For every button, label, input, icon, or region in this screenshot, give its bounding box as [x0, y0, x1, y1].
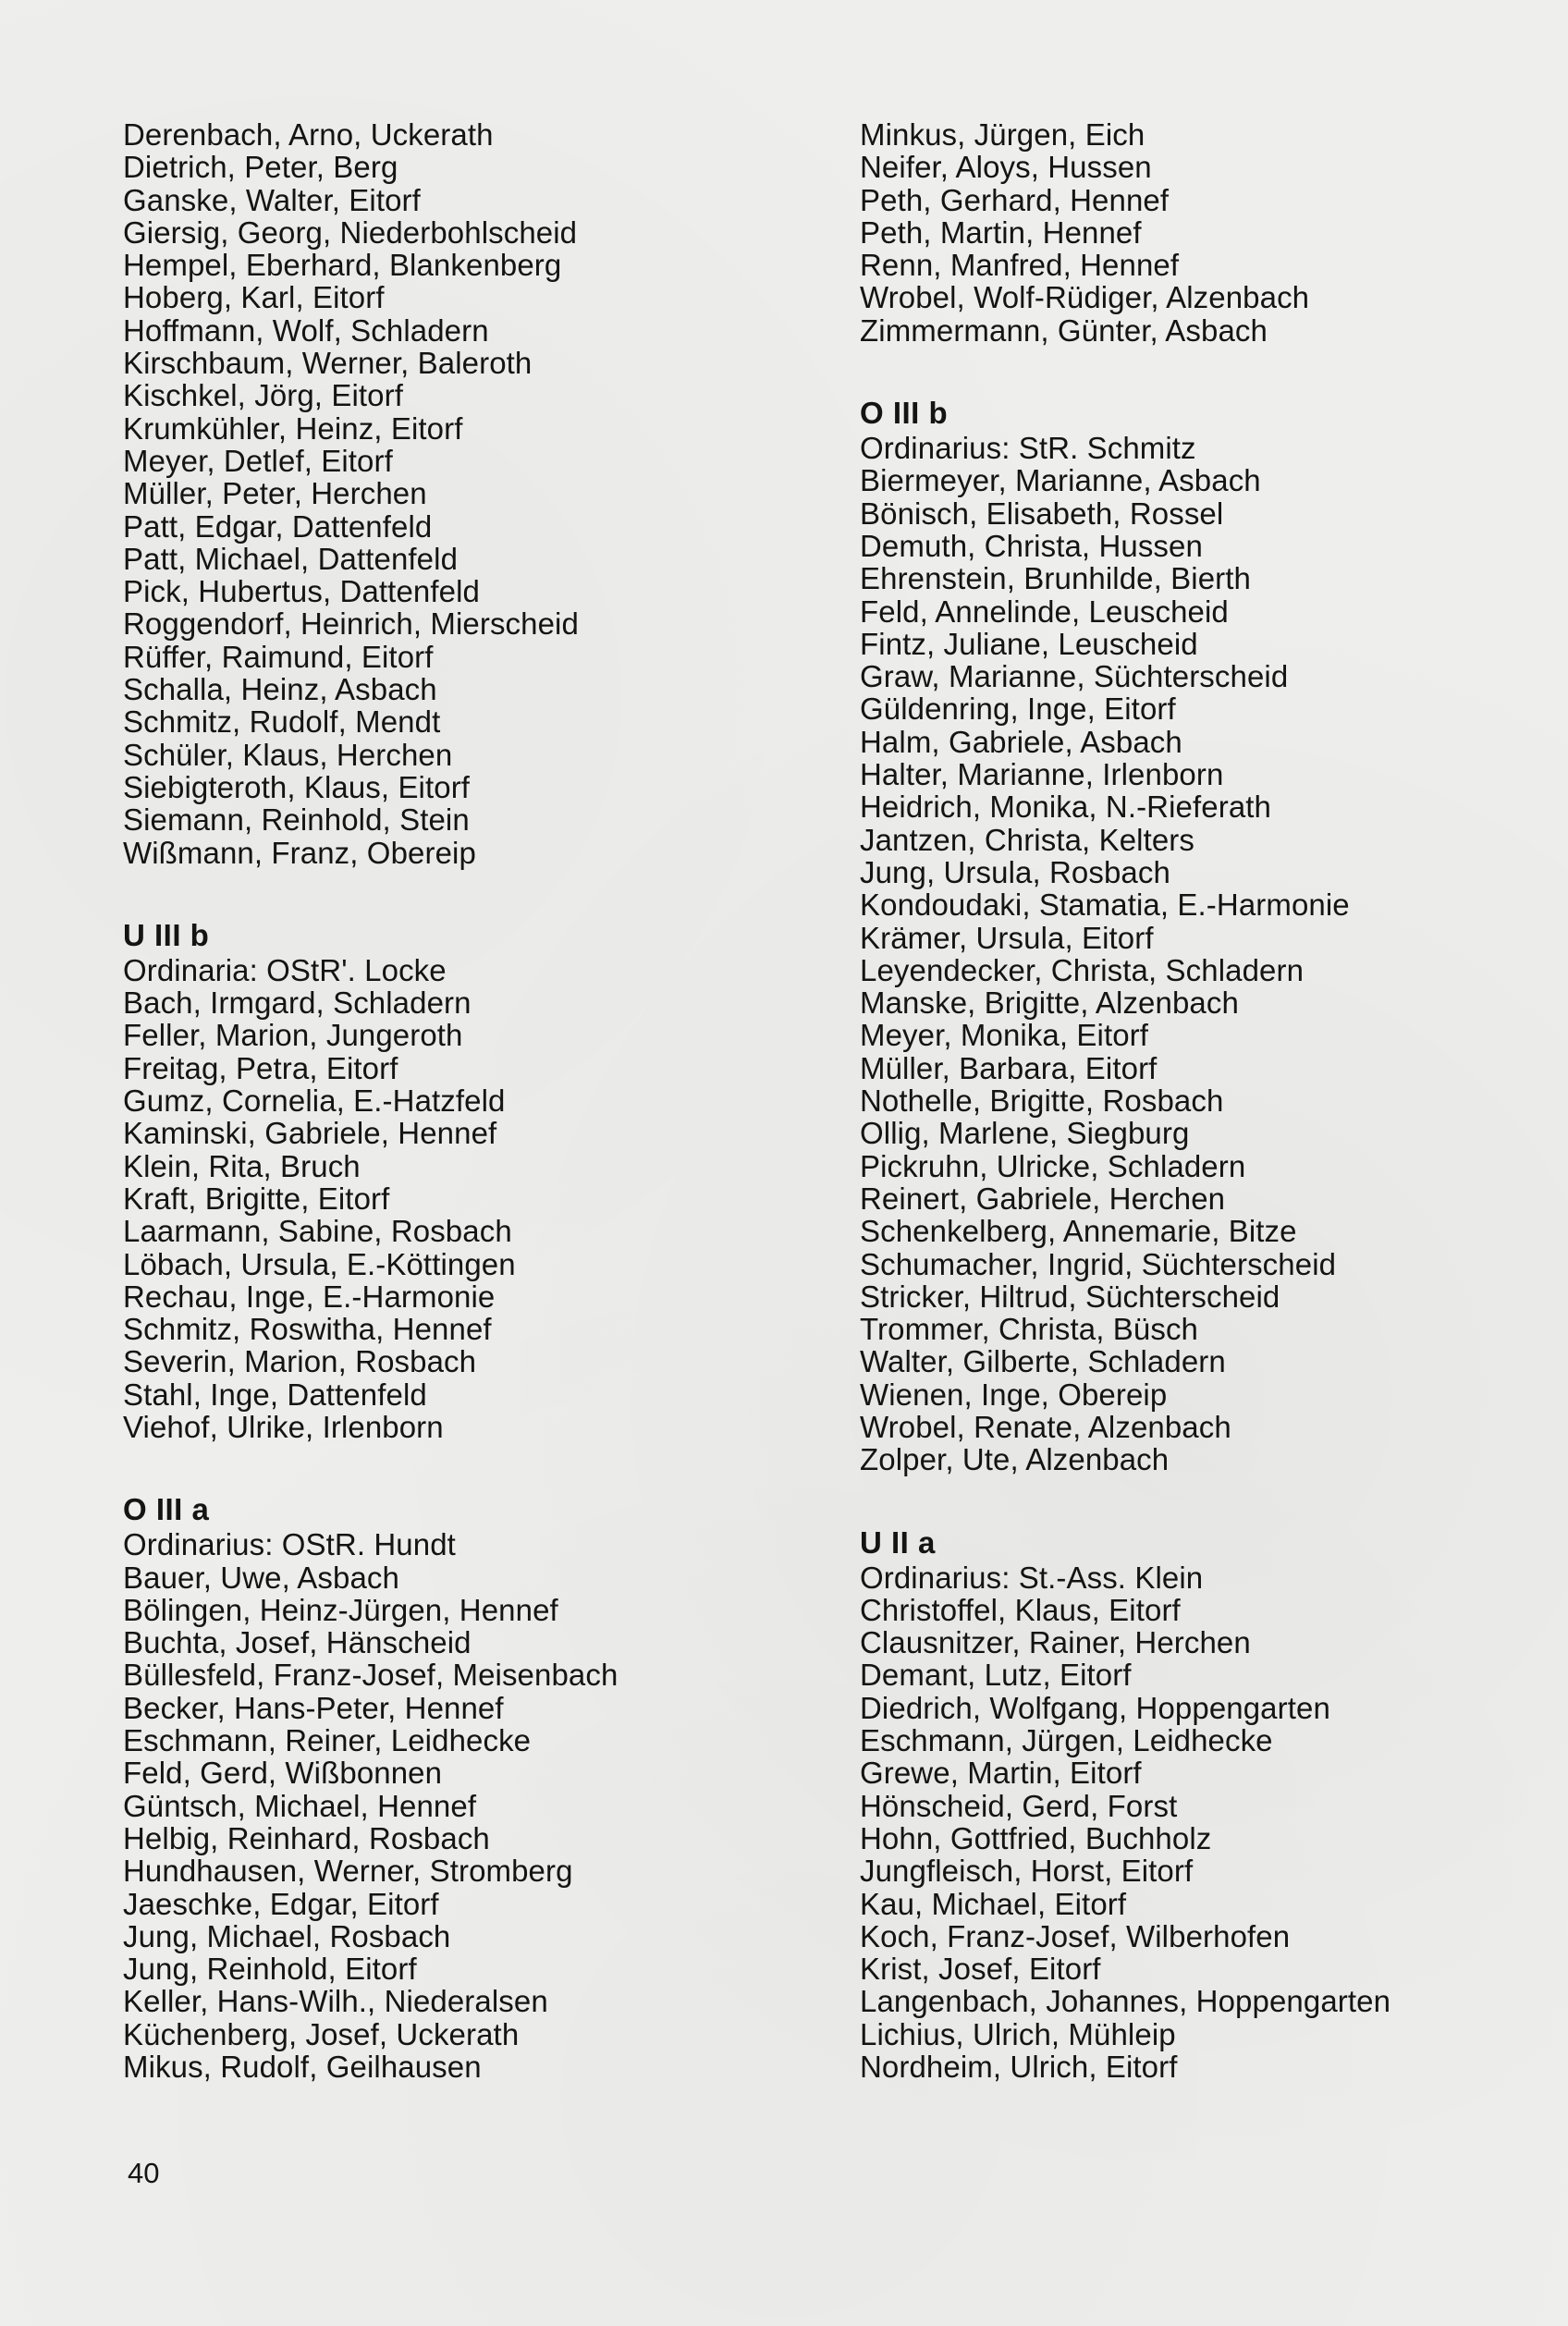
class-heading: O III b: [860, 396, 949, 431]
continued-class-list: [860, 118, 1562, 347]
student-entry: Lichius, Ulrich, Mühleip: [860, 2016, 1176, 2051]
class-sections: [123, 917, 826, 2084]
student-entry: Koch, Franz-Josef, Wilberhofen: [860, 1918, 1291, 1953]
student-entry: Roggendorf, Heinrich, Mierscheid: [123, 606, 579, 642]
student-entry: Eschmann, Reiner, Leidhecke: [123, 1723, 532, 1758]
student-entry: Clausnitzer, Rainer, Herchen: [860, 1625, 1251, 1660]
student-entry: Derenbach, Arno, Uckerath: [123, 117, 494, 152]
student-entry: Bölingen, Heinz-Jürgen, Hennef: [123, 1592, 558, 1627]
student-entry: Pick, Hubertus, Dattenfeld: [123, 574, 480, 609]
right-column: [860, 118, 1562, 2083]
student-entry: Hönscheid, Gerd, Forst: [860, 1788, 1178, 1823]
student-entry: Severin, Marion, Rosbach: [123, 1344, 477, 1379]
student-entry: Krämer, Ursula, Eitorf: [860, 920, 1154, 955]
student-entry: Feld, Annelinde, Leuscheid: [860, 594, 1229, 629]
student-entry: Kondoudaki, Stamatia, E.-Harmonie: [860, 888, 1350, 923]
student-entry: Jung, Reinhold, Eitorf: [123, 1952, 417, 1987]
student-entry: Krumkühler, Heinz, Eitorf: [123, 410, 463, 446]
class-section: [123, 917, 826, 1443]
student-entry: Hoffmann, Wolf, Schladern: [123, 312, 489, 348]
student-entry: Leyendecker, Christa, Schladern: [860, 952, 1305, 987]
student-entry: Kirschbaum, Werner, Baleroth: [123, 346, 533, 381]
class-teacher: Ordinarius: OStR. Hundt: [123, 1527, 456, 1562]
student-entry: Schmitz, Roswitha, Hennef: [123, 1312, 492, 1347]
student-entry: Grewe, Martin, Eitorf: [860, 1756, 1142, 1791]
student-entry: Biermeyer, Marianne, Asbach: [860, 463, 1261, 498]
student-entry: Meyer, Detlef, Eitorf: [123, 443, 393, 478]
student-entry: Heidrich, Monika, N.-Rieferath: [860, 790, 1271, 825]
student-entry: Schalla, Heinz, Asbach: [123, 672, 437, 707]
student-entry: Mikus, Rudolf, Geilhausen: [123, 2050, 482, 2085]
student-entry: Pickruhn, Ulricke, Schladern: [860, 1148, 1246, 1183]
student-entry: Neifer, Aloys, Hussen: [860, 150, 1152, 185]
page-number: 40: [128, 2157, 160, 2189]
student-entry: Güldenring, Inge, Eitorf: [860, 692, 1176, 727]
student-entry: Kau, Michael, Eitorf: [860, 1886, 1127, 1921]
student-entry: Schenkelberg, Annemarie, Bitze: [860, 1214, 1297, 1249]
student-entry: Hundhausen, Werner, Stromberg: [123, 1854, 573, 1889]
student-entry: Feld, Gerd, Wißbonnen: [123, 1756, 443, 1791]
student-entry: Manske, Brigitte, Alzenbach: [860, 985, 1239, 1021]
student-entry: Schumacher, Ingrid, Süchterscheid: [860, 1246, 1337, 1281]
student-entry: Güntsch, Michael, Hennef: [123, 1788, 477, 1823]
student-entry: Nothelle, Brigitte, Rosbach: [860, 1083, 1224, 1119]
student-entry: Krist, Josef, Eitorf: [860, 1952, 1101, 1987]
student-entry: Zolper, Ute, Alzenbach: [860, 1442, 1170, 1477]
class-heading: U II a: [860, 1524, 936, 1560]
student-entry: Viehof, Ulrike, Irlenborn: [123, 1409, 444, 1444]
student-entry: Walter, Gilberte, Schladern: [860, 1344, 1226, 1379]
class-teacher: Ordinarius: StR. Schmitz: [860, 431, 1196, 466]
continued-class-list: [123, 118, 826, 869]
left-column: [123, 118, 826, 2083]
student-entry: Jungfleisch, Horst, Eitorf: [860, 1854, 1194, 1889]
student-entry: Meyer, Monika, Eitorf: [860, 1018, 1149, 1053]
student-entry: Büllesfeld, Franz-Josef, Meisenbach: [123, 1658, 619, 1693]
student-entry: Keller, Hans-Wilh., Niederalsen: [123, 1984, 548, 2019]
student-entry: Kaminski, Gabriele, Hennef: [123, 1116, 497, 1151]
student-entry: Giersig, Georg, Niederbohlscheid: [123, 214, 578, 250]
student-entry: Diedrich, Wolfgang, Hoppengarten: [860, 1690, 1330, 1725]
student-entry: Müller, Barbara, Eitorf: [860, 1050, 1158, 1085]
student-entry: Christoffel, Klaus, Eitorf: [860, 1592, 1181, 1627]
student-entry: Halm, Gabriele, Asbach: [860, 724, 1182, 759]
student-entry: Halter, Marianne, Irlenborn: [860, 757, 1224, 792]
student-entry: Helbig, Reinhard, Rosbach: [123, 1820, 490, 1855]
student-entry: Nordheim, Ulrich, Eitorf: [860, 2050, 1178, 2085]
student-entry: Rechau, Inge, E.-Harmonie: [123, 1279, 496, 1314]
student-entry: Demuth, Christa, Hussen: [860, 528, 1203, 563]
student-entry: Stahl, Inge, Dattenfeld: [123, 1377, 427, 1412]
student-entry: Ganske, Walter, Eitorf: [123, 182, 421, 217]
student-entry: Wienen, Inge, Obereip: [860, 1377, 1168, 1412]
student-entry: Buchta, Josef, Hänscheid: [123, 1625, 472, 1660]
student-entry: Graw, Marianne, Süchterscheid: [860, 659, 1289, 694]
student-entry: Ollig, Marlene, Siegburg: [860, 1116, 1190, 1151]
student-entry: Wrobel, Wolf-Rüdiger, Alzenbach: [860, 280, 1310, 315]
student-entry: Wißmann, Franz, Obereip: [123, 835, 476, 870]
student-entry: Gumz, Cornelia, E.-Hatzfeld: [123, 1083, 506, 1119]
student-entry: Bauer, Uwe, Asbach: [123, 1560, 399, 1595]
student-entry: Wrobel, Renate, Alzenbach: [860, 1409, 1231, 1444]
student-entry: Klein, Rita, Bruch: [123, 1148, 361, 1183]
student-entry: Jung, Michael, Rosbach: [123, 1918, 451, 1953]
class-teacher: Ordinaria: OStR'. Locke: [123, 952, 447, 987]
student-entry: Jantzen, Christa, Kelters: [860, 822, 1194, 857]
class-section: [860, 1524, 1562, 2084]
student-entry: Jung, Ursula, Rosbach: [860, 854, 1170, 889]
student-entry: Trommer, Christa, Büsch: [860, 1312, 1198, 1347]
student-entry: Kischkel, Jörg, Eitorf: [123, 378, 403, 413]
class-section: [860, 395, 1562, 1476]
student-entry: Stricker, Hiltrud, Süchterscheid: [860, 1279, 1280, 1314]
student-entry: Hoberg, Karl, Eitorf: [123, 280, 385, 315]
student-entry: Löbach, Ursula, E.-Köttingen: [123, 1246, 516, 1281]
student-entry: Bönisch, Elisabeth, Rossel: [860, 496, 1224, 531]
student-entry: Hempel, Eberhard, Blankenberg: [123, 248, 562, 283]
student-entry: Schüler, Klaus, Herchen: [123, 737, 453, 772]
student-entry: Siemann, Reinhold, Stein: [123, 802, 470, 838]
student-entry: Dietrich, Peter, Berg: [123, 150, 398, 185]
student-entry: Schmitz, Rudolf, Mendt: [123, 704, 441, 740]
student-entry: Reinert, Gabriele, Herchen: [860, 1181, 1226, 1216]
student-entry: Feller, Marion, Jungeroth: [123, 1018, 463, 1053]
class-heading: O III a: [123, 1492, 210, 1527]
student-entry: Patt, Michael, Dattenfeld: [123, 541, 459, 576]
student-entry: Rüffer, Raimund, Eitorf: [123, 639, 434, 674]
student-entry: Küchenberg, Josef, Uckerath: [123, 2016, 520, 2051]
student-entry: Peth, Gerhard, Hennef: [860, 182, 1170, 217]
student-entry: Demant, Lutz, Eitorf: [860, 1658, 1132, 1693]
student-entry: Laarmann, Sabine, Rosbach: [123, 1214, 512, 1249]
student-entry: Becker, Hans-Peter, Hennef: [123, 1690, 504, 1725]
class-sections: [860, 395, 1562, 2083]
student-entry: Patt, Edgar, Dattenfeld: [123, 508, 433, 544]
student-entry: Kraft, Brigitte, Eitorf: [123, 1181, 390, 1216]
student-entry: Jaeschke, Edgar, Eitorf: [123, 1886, 439, 1921]
student-entry: Siebigteroth, Klaus, Eitorf: [123, 769, 471, 804]
student-entry: Eschmann, Jürgen, Leidhecke: [860, 1723, 1273, 1758]
class-teacher: Ordinarius: St.-Ass. Klein: [860, 1560, 1204, 1595]
student-entry: Freitag, Petra, Eitorf: [123, 1050, 398, 1085]
student-entry: Fintz, Juliane, Leuscheid: [860, 626, 1198, 661]
class-heading: U III b: [123, 917, 210, 952]
student-entry: Hohn, Gottfried, Buchholz: [860, 1820, 1212, 1855]
class-section: [123, 1491, 826, 2083]
student-entry: Peth, Martin, Hennef: [860, 214, 1142, 250]
student-entry: Bach, Irmgard, Schladern: [123, 985, 472, 1021]
student-entry: Renn, Manfred, Hennef: [860, 248, 1180, 283]
student-entry: Ehrenstein, Brunhilde, Bierth: [860, 561, 1251, 596]
student-entry: Müller, Peter, Herchen: [123, 476, 427, 511]
student-entry: Zimmermann, Günter, Asbach: [860, 312, 1268, 348]
student-entry: Langenbach, Johannes, Hoppengarten: [860, 1984, 1391, 2019]
student-entry: Minkus, Jürgen, Eich: [860, 117, 1145, 152]
